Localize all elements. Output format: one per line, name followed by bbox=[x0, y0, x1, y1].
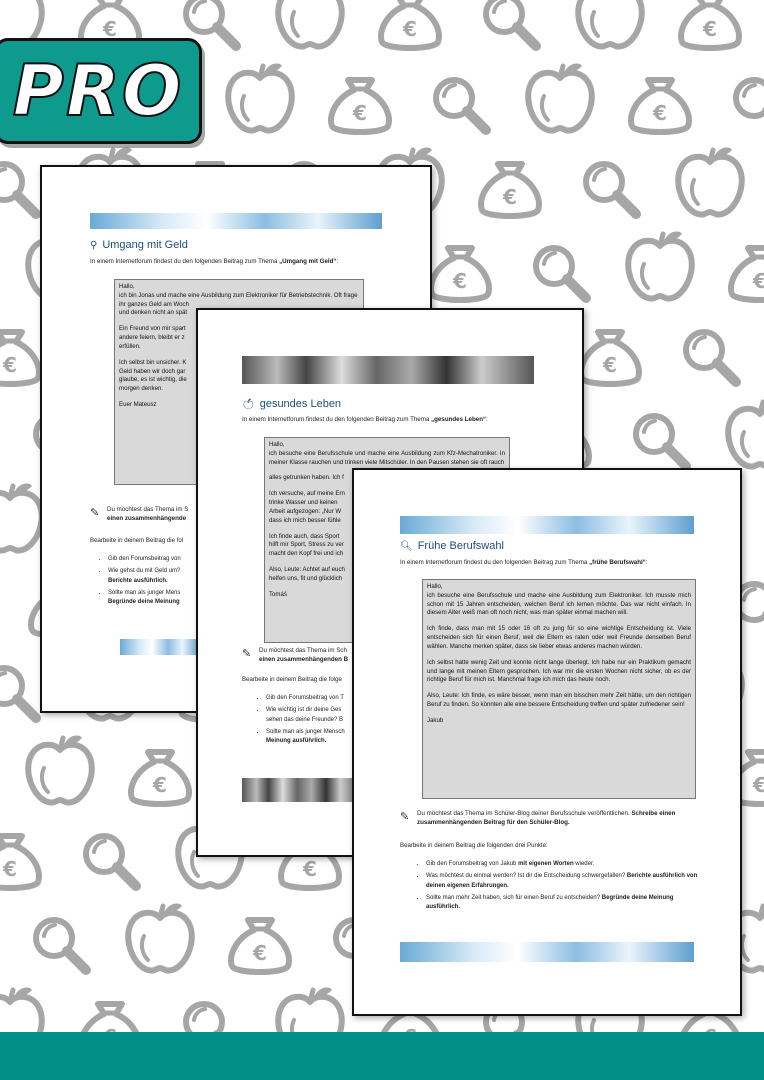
page-intro: In einem Internetforum findest du den folgenden Beitrag zum Thema „Umgang mit Geld“: bbox=[90, 258, 339, 265]
money-bag-icon bbox=[231, 920, 289, 972]
pencil-note-icon: ✎ bbox=[242, 648, 252, 660]
magnifier-icon bbox=[636, 416, 686, 466]
magnifier-icon bbox=[36, 920, 86, 970]
magnifier-icon bbox=[686, 332, 736, 382]
magnifier-icon bbox=[436, 80, 486, 130]
apple-icon bbox=[678, 147, 742, 214]
task-point: • Sollte man mehr Zeit haben, sich für einen Beruf zu entscheiden? Begründe deine Meinung ausführlich. bbox=[426, 894, 706, 913]
task-point: • Wie wichtig ist dir deine Ges sehen das deine Freunde? B bbox=[266, 706, 396, 725]
apple-icon bbox=[728, 399, 764, 466]
magnifier-icon bbox=[586, 164, 636, 214]
task-point: • Gib den Forumsbeitrag von Jakub mit eigenen Worten wieder. bbox=[426, 860, 706, 869]
apple-icon: 🍏︎ bbox=[242, 399, 255, 410]
pencil-note-icon: ✎ bbox=[90, 507, 100, 519]
page-title: ⚲ Umgang mit Geld bbox=[90, 239, 188, 251]
magnifier-icon bbox=[86, 836, 136, 886]
forum-post: Hallo, ich besuche eine Berufsschule und mache eine Ausbildung zum Elektroniker. Ich musste mich schon mit 15 Jahren entscheiden, welchen Beruf ich lernen möchte. Das war nicht einfach. In diesem Alter weiß man oft noch nicht, was man später einmal machen will. Ich finde, dass man mit 15 oder 16 oft zu jung für so eine wichtige Entscheidung ist. Viele entscheiden sich für einen Beruf, weil die Eltern es raten oder weil Freunde denselben Beruf wählen. Manche merken später, dass sie lieber etwas anderes machen würden. Ich selbst hatte wenig Zeit und konnte nicht lange überlegt. Ich habe nur ein Praktikum gemacht und lange mit meinen Eltern gesprochen. Ich war mir die ersten Wochen nicht sicher, ob es der richtige Beruf für mich ist. Manchmal frage ich mich das heute noch. Also, Leute: Ich finde, es wäre besser, wenn man ein bisschen mehr Zeit hätte, um den richtigen Beruf zu finden. So könnten alle eine bessere Entscheidung treffen und später zufriedener sein! Jakub bbox=[422, 579, 696, 799]
page-banner bbox=[90, 213, 382, 229]
forum-post: Hallo, ich besuche eine Berufsschule und mache eine Ausbildung zum Kfz-Mechatroniker. In meiner Klasse rauchen und trinken viele Mitschüler. In den Pausen stehen sie oft rauch alles getrunken haben. Ich f Ich versuche, auf meine Ern trinke Wasser und keinen Arbeit aufgezogen: „Nur W dass ich mich besser fühle Ich finde auch, dass Sport hilft mir Sport, Stress zu ver macht den Kopf frei und ich Also, Leute: Achtet auf euch helfen uns, fit und glücklich Tomáš bbox=[264, 437, 510, 643]
money-bag-icon bbox=[481, 164, 539, 216]
task-text: ✎ Du möchtest das Thema im S einen zusammenhängende bbox=[90, 506, 189, 523]
apple-icon bbox=[528, 63, 592, 130]
footer-bar bbox=[0, 1032, 764, 1080]
apple-icon bbox=[278, 0, 342, 47]
money-bag-icon bbox=[631, 80, 689, 132]
work-instruction: Bearbeite in deinem Beitrag die folge bbox=[242, 676, 342, 683]
money-bag-icon bbox=[0, 332, 39, 384]
page-title: 🍏︎ gesundes Leben bbox=[242, 398, 342, 410]
apple-icon bbox=[0, 483, 42, 550]
work-instruction: Bearbeite in deinem Beitrag die fol bbox=[90, 537, 184, 544]
money-bag-icon bbox=[331, 80, 389, 132]
money-bag-icon bbox=[681, 0, 739, 48]
pencil-note-icon: ✎ bbox=[400, 811, 410, 823]
magnifier-icon: 🔍︎ bbox=[400, 541, 413, 552]
task-point: • Sollte man als junger Mensch Meinung ausführlich. bbox=[266, 728, 396, 747]
page-intro: In einem Internetforum findest du den folgenden Beitrag zum Thema „frühe Berufswahl“: bbox=[400, 559, 648, 566]
money-bag-icon bbox=[131, 752, 189, 804]
money-bag-icon bbox=[731, 248, 764, 300]
pro-badge-label: PRO bbox=[12, 50, 184, 132]
magnifier-icon bbox=[486, 0, 536, 46]
page-banner-bottom bbox=[120, 639, 200, 655]
apple-icon bbox=[128, 903, 192, 970]
forum-post: Hallo, ich bin Jonas und mache eine Ausbildung zum Elektroniker für Betriebstechnik. Oft frage ihr ganzes Geld am Woch und denken nicht an spät Ein Freund von mir spart andere feiern, bleibt er z erfüllen. Ich selbst bin unsicher. K Geld haben wir doch gar glaube, es ist wichtig, die morgen denken. Euer Mateusz bbox=[114, 279, 364, 485]
task-point: • Gib den Forumsbeitrag von T bbox=[266, 694, 396, 703]
task-point: • Wie gehst du mit Geld um? Berichte ausführlich. bbox=[108, 567, 218, 586]
task-point: • Was möchtest du einmal werden? Ist dir die Entscheidung schwergefallen? Berichte ausführlich von deinen eigenen Erfahrungen. bbox=[426, 872, 706, 891]
apple-icon bbox=[578, 0, 642, 47]
page-banner-bottom bbox=[242, 778, 362, 802]
task-points bbox=[412, 860, 706, 915]
worksheet-page-fruehe-berufswahl bbox=[352, 468, 742, 1016]
money-bag-icon bbox=[0, 836, 39, 888]
task-text: ✎ Du möchtest das Thema im Sch einen zusammenhängenden B bbox=[242, 647, 349, 664]
page-title: 🔍︎ Frühe Berufswahl bbox=[400, 540, 504, 552]
apple-icon bbox=[28, 735, 92, 802]
task-text: ✎ Du möchtest das Thema im Schüler-Blog deiner Berufsschule veröffentlichen. Schreibe einen zusammenhängenden Beitrag für den Schüler-Blog. bbox=[400, 810, 676, 827]
work-instruction: Bearbeite in deinem Beitrag die folgenden drei Punkte: bbox=[400, 842, 548, 849]
magnifier-icon bbox=[0, 164, 36, 214]
page-intro: In einem Internetforum findest du den folgenden Beitrag zum Thema „gesundes Leben“: bbox=[242, 416, 488, 423]
magnifier-icon bbox=[0, 668, 36, 718]
magnifier-icon bbox=[736, 80, 764, 130]
page-banner-bottom bbox=[400, 942, 694, 962]
task-point: • Gib den Forumsbeitrag von bbox=[108, 555, 218, 564]
money-bag-icon: ⚲ bbox=[90, 240, 98, 251]
magnifier-icon bbox=[536, 248, 586, 298]
money-bag-icon bbox=[581, 332, 639, 384]
apple-icon bbox=[628, 231, 692, 298]
money-bag-icon bbox=[381, 0, 439, 48]
pro-badge bbox=[0, 38, 202, 144]
money-bag-icon bbox=[431, 248, 489, 300]
page-banner bbox=[400, 516, 694, 534]
task-point: • Sollte man als junger Mens Begründe deine Meinung bbox=[108, 589, 218, 608]
apple-icon bbox=[228, 63, 292, 130]
page-banner bbox=[242, 356, 534, 384]
